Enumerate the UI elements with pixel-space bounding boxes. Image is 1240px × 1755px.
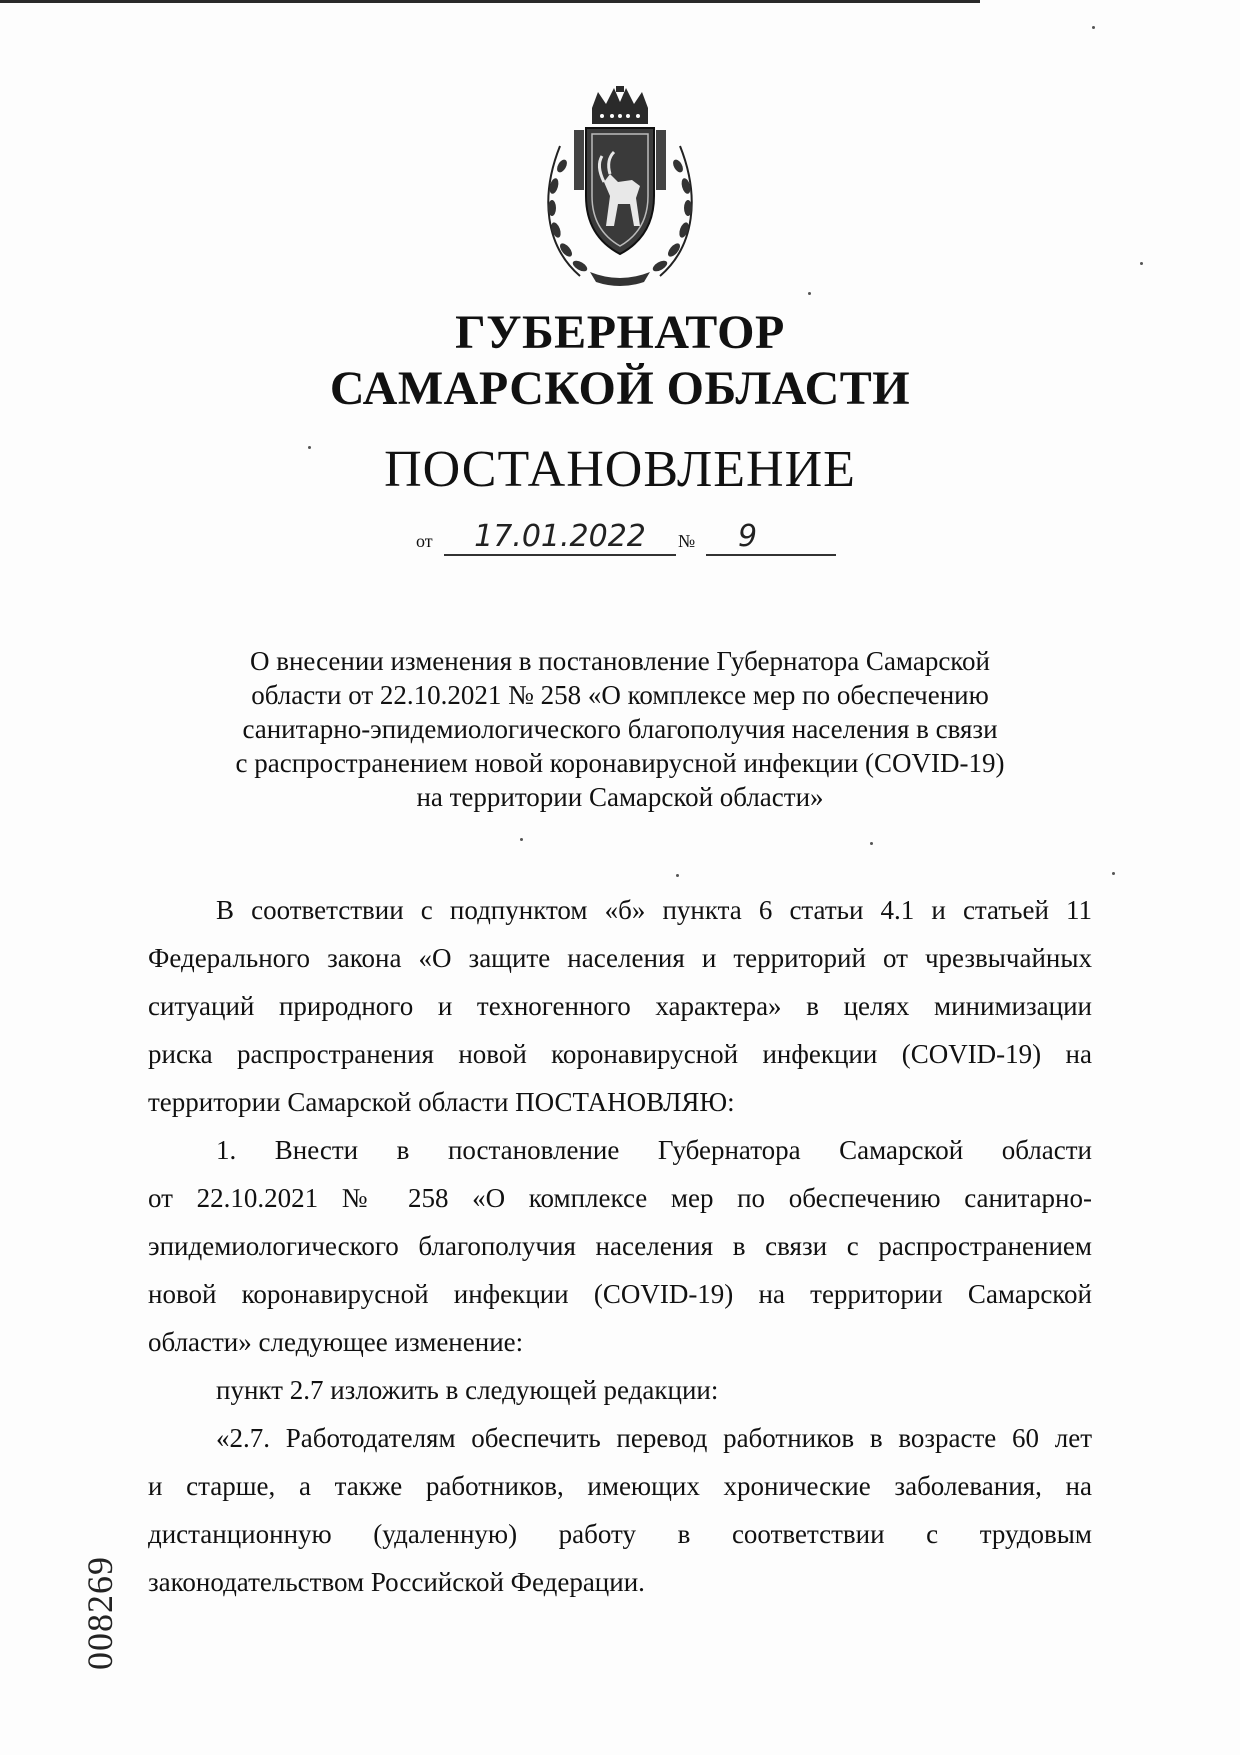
document-number: 9 bbox=[706, 520, 836, 556]
body-line: области» следующее изменение: bbox=[148, 1327, 524, 1357]
subject-line: О внесении изменения в постановление Губернатора Самарской bbox=[249, 646, 990, 676]
body-line: риска распространения новой коронавирусной инфекции (COVID-19) на bbox=[148, 1039, 1092, 1069]
document-date: 17.01.2022 bbox=[444, 520, 676, 556]
body-line: Федерального закона «О защите населения и территорий от чрезвычайных bbox=[148, 943, 1092, 973]
scan-speck bbox=[676, 874, 679, 877]
scan-speck bbox=[808, 292, 811, 295]
body-line: новой коронавирусной инфекции (COVID-19) на территории Самарской bbox=[148, 1279, 1092, 1309]
issuer-line-1: ГУБЕРНАТОР bbox=[455, 306, 785, 359]
issuer-line-2: САМАРСКОЙ ОБЛАСТИ bbox=[329, 362, 911, 415]
subject-line: с распространением новой коронавирусной инфекции (COVID-19) bbox=[235, 748, 1005, 778]
body-line: 1. Внести в постановление Губернатора Самарской области bbox=[216, 1135, 1092, 1165]
document-type: ПОСТАНОВЛЕНИЕ bbox=[384, 441, 856, 498]
scan-speck bbox=[1112, 872, 1115, 875]
subject-line: области от 22.10.2021 № 258 «О комплексе мер по обеспечению bbox=[251, 680, 989, 710]
scan-speck bbox=[870, 842, 873, 845]
top-rule bbox=[0, 0, 980, 3]
document-subject bbox=[200, 644, 1040, 814]
coat-of-arms-icon bbox=[540, 86, 700, 286]
body-line: территории Самарской области ПОСТАНОВЛЯЮ: bbox=[148, 1087, 735, 1117]
scan-speck bbox=[520, 838, 523, 841]
subject-line: санитарно-эпидемиологического благополучия населения в связи bbox=[242, 714, 998, 744]
number-prefix: № bbox=[678, 531, 696, 551]
scan-speck bbox=[1140, 262, 1143, 265]
body-line: от 22.10.2021 № 258 «О комплексе мер по обеспечению санитарно- bbox=[148, 1183, 1092, 1213]
body-line: и старше, а также работников, имеющих хронические заболевания, на bbox=[148, 1471, 1092, 1501]
body-line: «2.7. Работодателям обеспечить перевод работников в возрасте 60 лет bbox=[216, 1423, 1092, 1453]
document-body bbox=[148, 886, 1092, 1606]
subject-line: на территории Самарской области» bbox=[416, 782, 824, 812]
body-line: пункт 2.7 изложить в следующей редакции: bbox=[216, 1375, 719, 1405]
scan-speck bbox=[308, 446, 311, 449]
body-line: эпидемиологического благополучия населения в связи с распространением bbox=[148, 1231, 1092, 1261]
body-line: дистанционную (удаленную) работу в соответствии с трудовым bbox=[148, 1519, 1092, 1549]
scan-speck bbox=[1092, 26, 1095, 29]
side-serial-number: 008269 bbox=[80, 1556, 120, 1670]
body-line: законодательством Российской Федерации. bbox=[148, 1567, 645, 1597]
date-prefix: от bbox=[416, 531, 433, 551]
body-line: ситуаций природного и техногенного характера» в целях минимизации bbox=[148, 991, 1092, 1021]
body-line: В соответствии с подпунктом «б» пункта 6 статьи 4.1 и статьей 11 bbox=[216, 895, 1092, 925]
issuer-heading bbox=[0, 305, 1240, 417]
date-number-line bbox=[416, 519, 836, 558]
